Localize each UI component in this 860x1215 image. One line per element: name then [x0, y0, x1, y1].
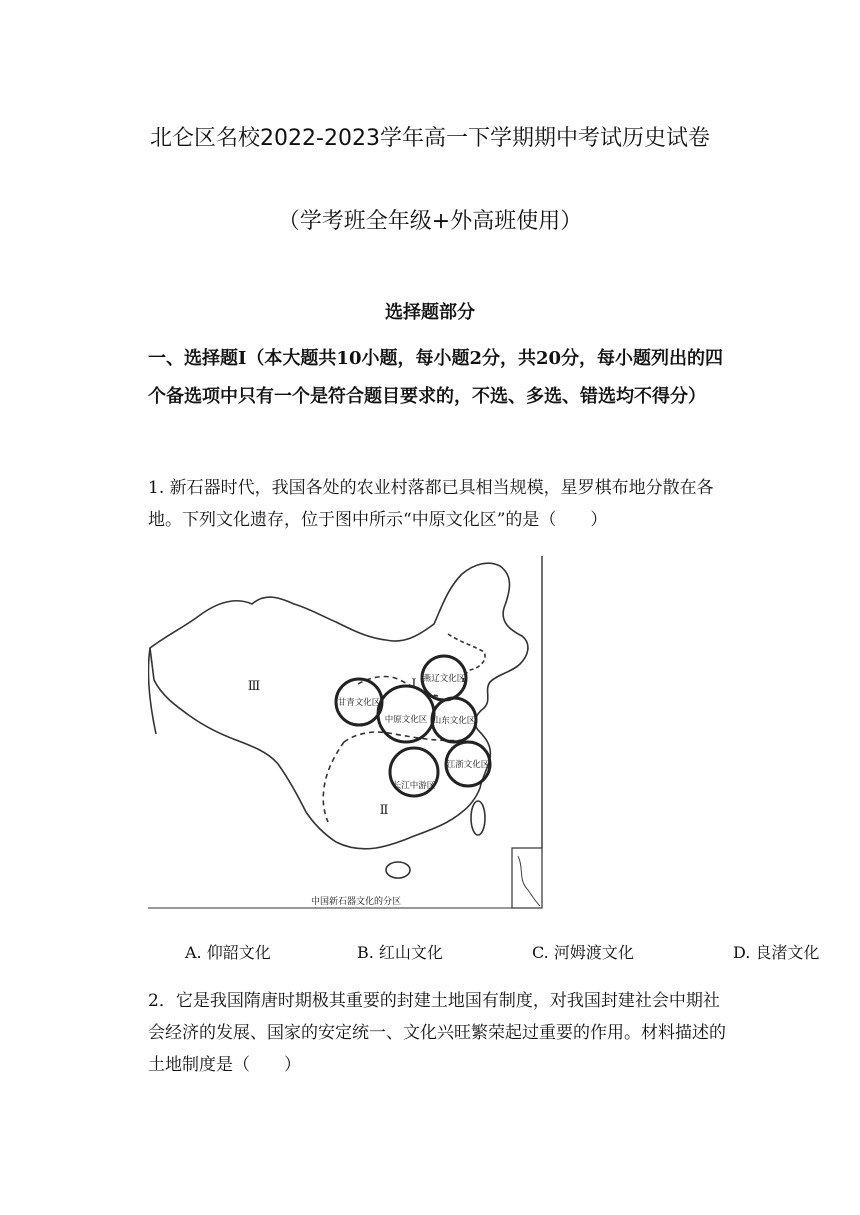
- region-label-2: Ⅱ: [379, 803, 389, 818]
- label-jiangzhe: 江浙文化区: [446, 760, 490, 770]
- neolithic-culture-map: [148, 556, 544, 912]
- document-subtitle: （学考班全年级+外高班使用）: [277, 209, 583, 234]
- region-label-3: Ⅲ: [247, 679, 261, 694]
- region-label-1: Ⅰ: [411, 677, 417, 692]
- option-d[interactable]: D. 良渚文化: [733, 943, 820, 962]
- section-title: 选择题部分: [385, 302, 475, 323]
- south-sea-inset: [512, 848, 542, 908]
- option-b[interactable]: B. 红山文化: [357, 943, 443, 962]
- label-yanliao: 燕辽文化区: [422, 674, 466, 684]
- label-ganqing: 甘青文化区: [337, 698, 381, 708]
- map-caption: 中国新石器文化的分区: [310, 897, 402, 907]
- option-c[interactable]: C. 河姆渡文化: [532, 943, 634, 962]
- part-heading: 一、选择题Ⅰ（本大题共10小题，每小题2分，共20分，每小题列出的四个备选项中只有一个是符合题目要求的，不选、多选、错选均不得分）: [148, 348, 724, 407]
- option-a[interactable]: A. 仰韶文化: [185, 943, 271, 962]
- label-zhongyuan: 中原文化区: [384, 715, 428, 725]
- question-2-text: 2．它是我国隋唐时期极其重要的封建土地国有制度，对我国封建社会中期社会经济的发展、国家的安定统一、文化兴旺繁荣起过重要的作用。材料描述的土地制度是（ ）: [148, 991, 726, 1075]
- label-shandong: 山东文化区: [432, 716, 476, 726]
- question-1-text: 1. 新石器时代，我国各处的农业村落都已具相当规模，星罗棋布地分散在各地。下列文化遗存，位于图中所示“中原文化区”的是（ ）: [148, 478, 714, 530]
- document-title: 北仑区名校2022-2023学年高一下学期期中考试历史试卷: [150, 126, 710, 151]
- label-changjiang: 长江中游区: [392, 781, 436, 791]
- question-1-options: [185, 940, 845, 964]
